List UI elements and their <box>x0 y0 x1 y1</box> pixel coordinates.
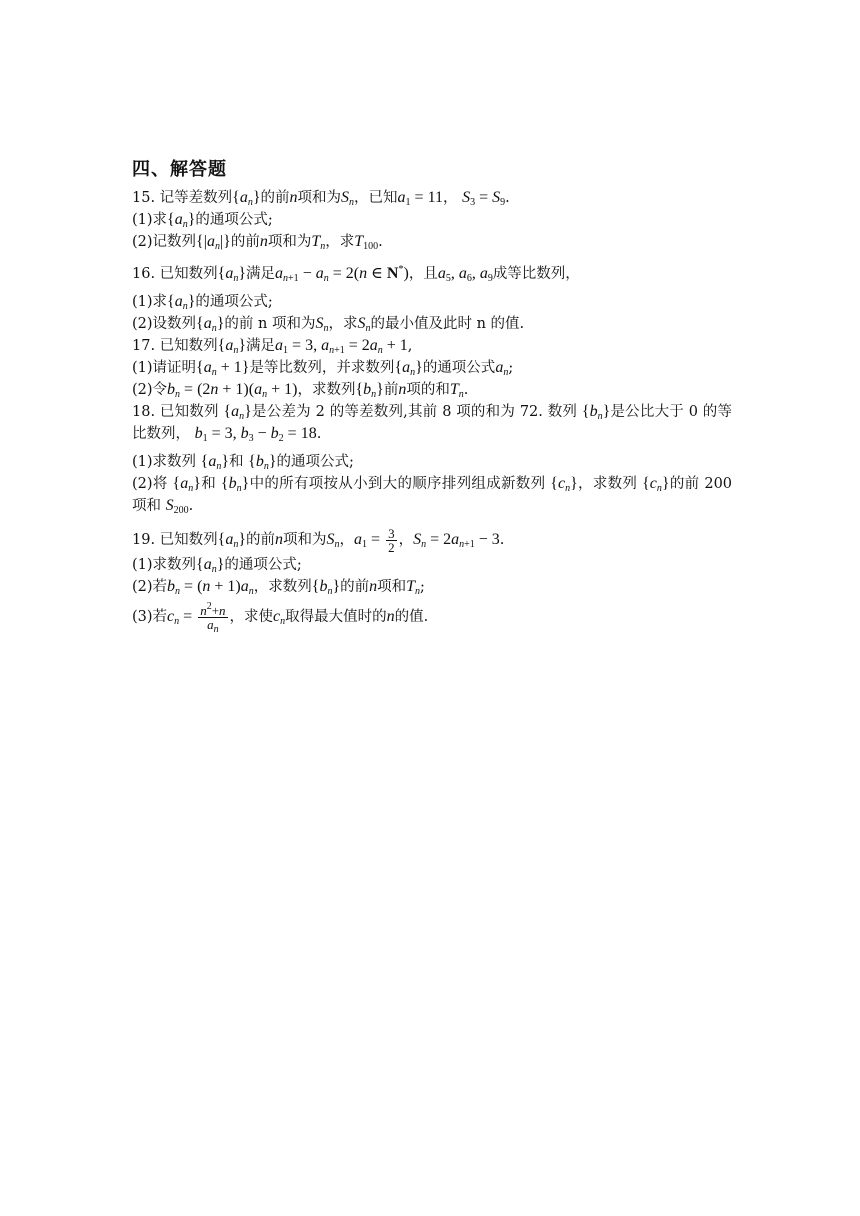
q19-stem: 19. 已知数列$\{a_n\}$的前n项和为$S_n$，$a_1$ = $\frac{3}{2}$ ，$S_n = 2a_{n+1} - 3$. <box>132 526 505 555</box>
question-16 <box>132 263 732 335</box>
q18-part-2: (2)将 $\{a_n\}$和 $\{b_n\}$中的所有项按从小到大的顺序排列组成新数列 $\{c_n\}$，求数列 $\{c_n\}$的前 200 项和 $S_{200}$. <box>132 475 733 516</box>
q15-part-1: (1)求$\{a_n\}$的通项公式; <box>132 211 273 230</box>
q15-text: 记等差数列 <box>159 190 233 206</box>
q18-part-1: (1)求数列 $\{a_n\}$和 $\{b_n\}$的通项公式; <box>132 453 354 472</box>
q16-number: 16. <box>132 266 156 282</box>
q17-stem: 17. 已知数列$\{a_n\}$满足$a_1 = 3$, $a_{n+1} = 2a_n + 1$, <box>132 337 413 356</box>
q15-number: 15. <box>132 190 156 206</box>
q19-number: 19. <box>132 532 156 549</box>
question-19 <box>132 526 732 635</box>
exam-page <box>132 155 733 635</box>
q17-part-1: (1)请证明$\{a_n + 1\}$是等比数列，并求数列$\{a_n\}$的通项公式$a_n$; <box>132 359 514 378</box>
q17-part-2: (2)令$b_n = (2n + 1)(a_n + 1)$，求数列$\{b_n\}$前n项的和$T_n$. <box>132 381 469 400</box>
q16-stem: 16. 已知数列$\{a_n\}$满足$a_{n+1} - a_n = 2(n$ ∈ N*)，且$a_5$, $a_6$, $a_9$成等比数列， <box>132 264 580 284</box>
q19-part-3: (3)若$c_n$ = $\frac{n^2+n}{a_n}$ ，求使$c_n$取得最大值时的n的值. <box>132 601 429 635</box>
q19-part-1: (1)求数列$\{a_n\}$的通项公式; <box>132 556 302 575</box>
q15-part-2: (2)记数列$\{|a_n|\}$的前n项和为$T_n$，求$T_{100}$. <box>132 233 383 252</box>
question-18 <box>132 401 732 517</box>
question-17 <box>132 335 732 401</box>
q18-stem: 18. 已知数列 $\{a_n\}$是公差为 2 的等差数列,其前 8 项的和为 72. 数列 $\{b_n\}$是公比大于 0 的等比数列， $b_1 = 3$, $b_3 - b_2 = 18$. <box>132 403 733 444</box>
q16-part-1: (1)求$\{a_n\}$的通项公式; <box>132 293 273 312</box>
q15-stem: 15. 记等差数列$\{a_n\}$的前n项和为$S_n$，已知$a_1 = 11$， $S_3 = S_9$. <box>132 189 510 208</box>
q17-number: 17. <box>132 338 156 354</box>
section-title: 四、解答题 <box>132 159 227 180</box>
q16-part-2: (2)设数列$\{a_n\}$的前 n 项和为$S_n$，求$S_n$的最小值及此时 n 的值. <box>132 315 525 334</box>
question-15 <box>132 187 732 253</box>
q18-number: 18. <box>132 404 156 420</box>
q19-part-2: (2)若$b_n = (n + 1)a_n$，求数列$\{b_n\}$的前n项和$T_n$; <box>132 578 425 597</box>
